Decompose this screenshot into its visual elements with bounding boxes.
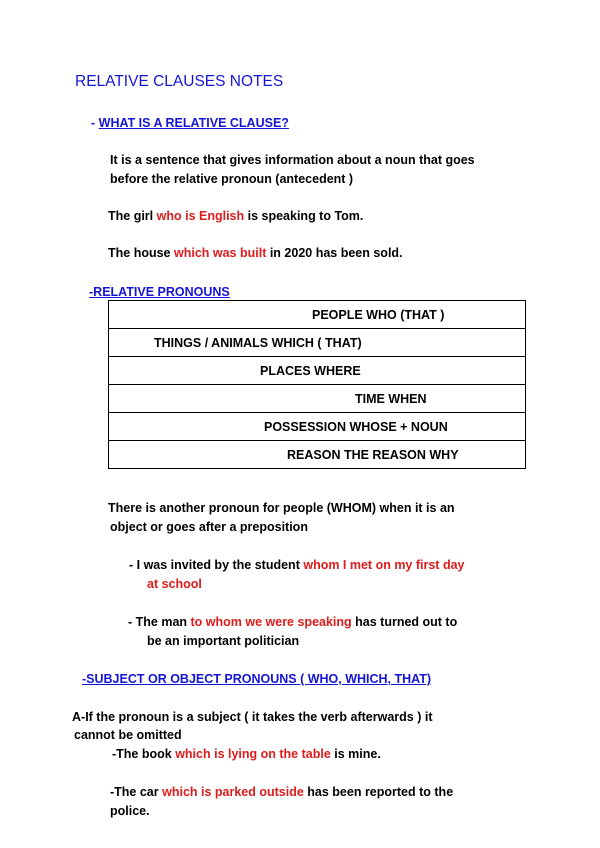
example-text: -The book (112, 747, 176, 761)
table-cell: PLACES WHERE (260, 363, 361, 378)
table-row (109, 329, 526, 357)
rule-line1: A-If the pronoun is a subject ( it takes the verb afterwards ) it (72, 710, 433, 724)
example-girl (108, 207, 363, 226)
section-relative-pronouns-heading: -RELATIVE PRONOUNS (89, 285, 230, 299)
heading-prefix: - (91, 116, 99, 130)
table-cell: TIME WHEN (355, 391, 427, 406)
whom-example1-line2: at school (147, 577, 202, 591)
table-row (109, 441, 526, 469)
table-row (109, 301, 526, 329)
example-text: -The car (110, 785, 163, 799)
example-house (108, 244, 403, 263)
section-subject-object-heading: -SUBJECT OR OBJECT PRONOUNS ( WHO, WHICH, THAT) (82, 672, 432, 686)
relative-clause-highlight: to whom we were speaking (190, 615, 352, 629)
table-row (109, 357, 526, 385)
relative-clause-highlight: which is parked outside (162, 785, 304, 799)
example-text: in 2020 has been sold. (266, 246, 403, 260)
table-row (109, 413, 526, 441)
page-title: RELATIVE CLAUSES NOTES (75, 73, 284, 90)
example-text: The house (108, 246, 174, 260)
subject-example-car-line2: police. (110, 804, 150, 818)
table-cell: THINGS / ANIMALS WHICH ( THAT) (154, 335, 362, 350)
relative-clause-highlight: which was built (173, 246, 267, 260)
relative-pronouns-table (108, 300, 526, 469)
whom-example2-line2: be an important politician (147, 634, 300, 648)
definition-line2: before the relative pronoun (antecedent ) (110, 172, 354, 186)
definition-line1: It is a sentence that gives information about a noun that goes (110, 153, 475, 167)
example-text: - I was invited by the student (129, 558, 304, 572)
subject-example-book (112, 745, 381, 764)
table-cell: PEOPLE WHO (THAT ) (312, 307, 445, 322)
relative-clause-highlight: which is lying on the table (175, 747, 331, 761)
example-text: has been reported to the (303, 785, 454, 799)
subject-example-car-line1 (110, 783, 453, 802)
relative-clause-highlight: whom I met on my first day (303, 558, 465, 572)
whom-example2-line1 (128, 613, 457, 632)
example-text: is speaking to Tom. (244, 209, 364, 223)
whom-note-line1: There is another pronoun for people (WHOM) when it is an (108, 501, 455, 515)
example-text: has turned out to (351, 615, 458, 629)
section-what-is-heading (91, 116, 289, 130)
example-text: The girl (108, 209, 157, 223)
whom-note-line2: object or goes after a preposition (110, 520, 308, 534)
rule-line2: cannot be omitted (74, 728, 182, 742)
heading-text: WHAT IS A RELATIVE CLAUSE? (98, 116, 289, 130)
example-text: - The man (128, 615, 191, 629)
table-row (109, 385, 526, 413)
whom-example1-line1 (129, 556, 464, 575)
table-cell: REASON THE REASON WHY (287, 447, 459, 462)
table-cell: POSSESSION WHOSE + NOUN (264, 419, 448, 434)
relative-clause-highlight: who is English (156, 209, 245, 223)
example-text: is mine. (330, 747, 381, 761)
